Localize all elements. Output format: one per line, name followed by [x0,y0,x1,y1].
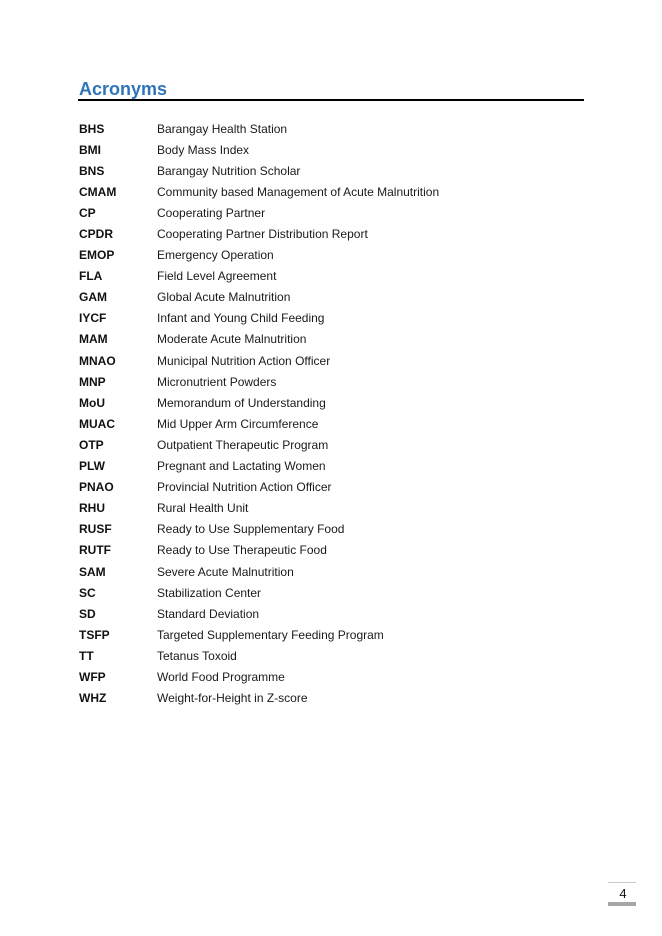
acronym-code: SD [79,606,96,621]
acronym-code: SC [79,585,96,600]
acronym-definition: Targeted Supplementary Feeding Program [157,627,384,642]
acronym-code: CPDR [79,227,114,242]
acronym-definition: Outpatient Therapeutic Program [157,437,329,452]
acronym-row [79,118,579,139]
acronym-definition: Global Acute Malnutrition [157,290,291,305]
acronym-code: BHS [79,121,105,136]
acronym-row [79,540,579,561]
acronym-row [79,434,579,455]
acronym-code: MAM [79,332,108,347]
acronym-definition: Ready to Use Supplementary Food [157,522,345,537]
acronym-row [79,371,579,392]
title-divider [78,99,584,101]
acronym-definition: Severe Acute Malnutrition [157,564,294,579]
acronym-definition: Infant and Young Child Feeding [157,311,325,326]
acronym-code: GAM [79,290,107,305]
acronym-definition: Body Mass Index [157,142,250,157]
acronym-definition: World Food Programme [157,669,285,684]
acronym-code: MNAO [79,353,116,368]
acronym-code: MUAC [79,416,115,431]
acronym-row [79,477,579,498]
acronym-code: CP [79,205,96,220]
acronym-definition: Micronutrient Powders [157,374,277,389]
page-title: Acronyms [79,79,168,99]
acronym-definition: Standard Deviation [157,606,260,621]
acronym-row [79,582,579,603]
acronym-definition: Barangay Nutrition Scholar [157,163,301,178]
acronym-code: OTP [79,437,104,452]
acronym-definition: Pregnant and Lactating Women [157,459,326,474]
acronym-definition: Cooperating Partner [157,205,266,220]
acronym-code: PLW [79,459,105,474]
acronym-code: PNAO [79,480,114,495]
acronym-code: RUSF [79,522,112,537]
acronym-code: IYCF [79,311,107,326]
acronym-row [79,392,579,413]
acronym-row [79,645,579,666]
acronym-row [79,223,579,244]
acronym-row [79,139,579,160]
acronym-definition: Ready to Use Therapeutic Food [157,543,327,558]
acronym-row [79,287,579,308]
acronym-code: WHZ [79,691,107,706]
acronym-row [79,519,579,540]
acronym-code: MNP [79,374,106,389]
acronym-row [79,498,579,519]
page-number: 4 [619,886,627,901]
acronym-definition: Emergency Operation [157,248,274,263]
acronym-code: RHU [79,501,105,516]
acronym-definition: Field Level Agreement [157,269,277,284]
acronym-definition: Provincial Nutrition Action Officer [157,480,332,495]
acronym-row [79,329,579,350]
acronym-row [79,666,579,687]
acronym-row [79,181,579,202]
acronym-row [79,350,579,371]
acronym-definition: Weight-for-Height in Z-score [157,691,308,706]
acronym-definition: Municipal Nutrition Action Officer [157,353,331,368]
acronym-definition: Barangay Health Station [157,121,288,136]
acronym-list [79,118,579,709]
page-number-box [608,882,636,906]
acronym-row [79,245,579,266]
acronym-definition: Mid Upper Arm Circumference [157,416,319,431]
acronym-code: RUTF [79,543,111,558]
acronym-row [79,160,579,181]
acronym-row [79,308,579,329]
acronym-definition: Moderate Acute Malnutrition [157,332,307,347]
acronym-row [79,624,579,645]
acronym-code: BMI [79,142,101,157]
acronym-definition: Rural Health Unit [157,501,249,516]
acronym-row [79,603,579,624]
acronym-definition: Community based Management of Acute Malnutrition [157,184,440,199]
acronym-row [79,688,579,709]
acronym-code: MoU [79,395,105,410]
acronym-code: TSFP [79,627,110,642]
acronym-row [79,202,579,223]
acronym-definition: Tetanus Toxoid [157,648,237,663]
acronym-definition: Stabilization Center [157,585,262,600]
acronym-row [79,413,579,434]
acronym-code: FLA [79,269,103,284]
acronym-row [79,561,579,582]
acronym-code: BNS [79,163,105,178]
acronym-definition: Cooperating Partner Distribution Report [157,227,368,242]
acronym-code: WFP [79,669,106,684]
acronym-definition: Memorandum of Understanding [157,395,326,410]
acronym-code: EMOP [79,248,115,263]
acronym-code: TT [79,648,94,663]
acronym-code: CMAM [79,184,117,199]
acronym-code: SAM [79,564,106,579]
acronym-row [79,456,579,477]
acronym-row [79,266,579,287]
